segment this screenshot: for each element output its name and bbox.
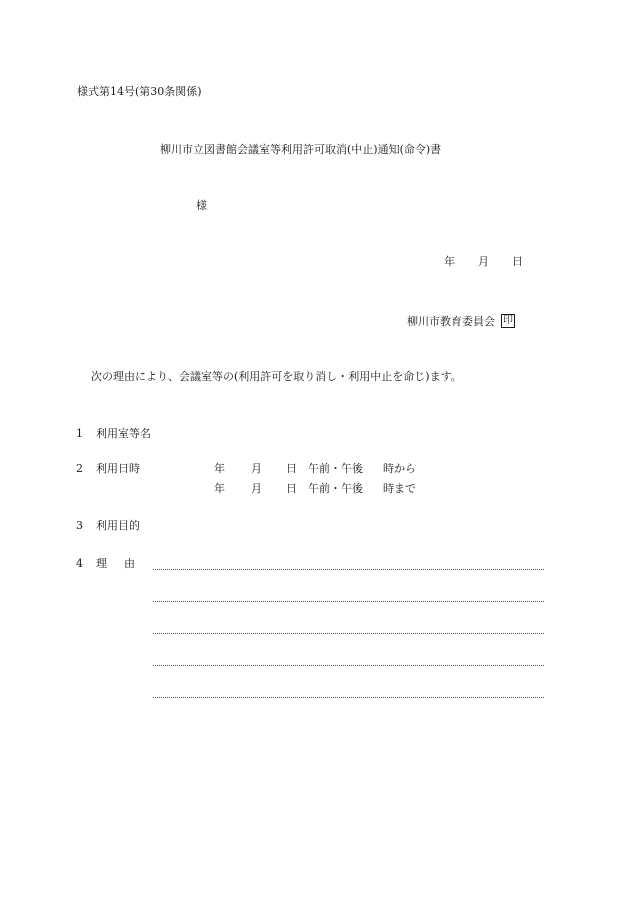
end-month: 月 [251,482,262,495]
end-ampm: 午前・午後 [308,482,363,495]
reason-label-part2: 由 [124,557,135,570]
seal-stamp: 印 [503,315,513,326]
start-ampm: 午前・午後 [308,462,363,475]
reason-line-1 [153,569,544,570]
issuer-name: 柳川市教育委員会 [407,314,495,328]
end-year: 年 [214,482,225,495]
addressee-suffix: 様 [196,199,207,212]
issuer [407,314,515,328]
datetime-start-line [214,463,416,474]
item-number-4: 4 [76,557,83,570]
item-label-datetime: 利用日時 [96,462,140,475]
reason-line-5 [153,697,544,698]
date-month: 月 [478,255,489,268]
end-time: 時まで [383,482,416,495]
reason-line-3 [153,633,544,634]
body-text: 次の理由により、会議室等の(利用許可を取り消し・利用中止を命じ)ます。 [91,370,462,383]
date-year: 年 [444,255,455,268]
start-year: 年 [214,462,225,475]
item-label-room: 利用室等名 [96,427,151,440]
datetime-end-line [214,483,416,494]
reason-line-2 [153,601,544,602]
reason-label-part1: 理 [96,557,107,570]
form-number: 様式第14号(第30条関係) [77,85,202,98]
end-day: 日 [286,482,297,495]
start-month: 月 [251,462,262,475]
date-line [444,256,523,267]
start-day: 日 [286,462,297,475]
document-title: 柳川市立図書館会議室等利用許可取消(中止)通知(命令)書 [160,143,442,156]
item-number-2: 2 [76,462,83,475]
date-day: 日 [512,255,523,268]
reason-line-4 [153,665,544,666]
item-number-3: 3 [76,519,83,532]
item-label-purpose: 利用目的 [96,519,140,532]
item-label-reason [96,558,135,569]
start-time: 時から [383,462,416,475]
item-number-1: 1 [76,427,83,440]
